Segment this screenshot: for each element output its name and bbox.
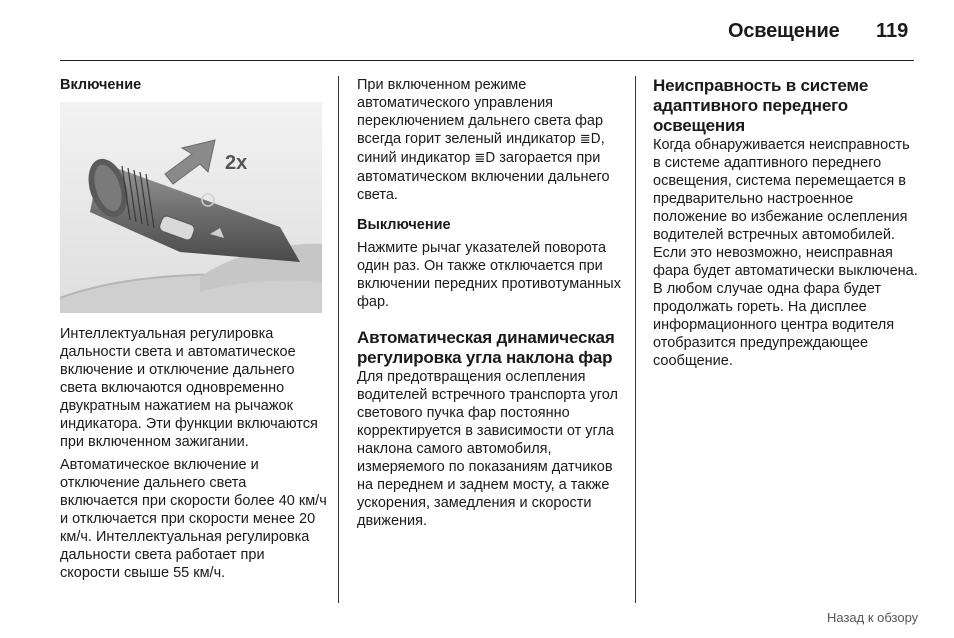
subheading-switch-on: Включение xyxy=(60,77,142,93)
header-divider xyxy=(60,60,914,61)
back-to-overview-link[interactable]: Назад к обзору xyxy=(827,610,919,625)
paragraph-indicators: При включенном режиме автоматического управления переключением дальнего света фар всегда горит зеленый индикатор ≣D, синий индикатор ≣D загорается при автоматическом включении дальнего света. xyxy=(357,77,610,203)
stalk-illustration xyxy=(60,102,322,313)
stalk-figure xyxy=(60,102,322,313)
section-title-afl-fault: Неисправность в системе адаптивного переднего освещения xyxy=(653,76,869,135)
paragraph-auto-high-beam: Автоматическое включение и отключение дальнего света включается при скорости более 40 км/ч и отключается при скорости менее 20 км/ч. Интеллектуальная регулировка дальности света работает при скорости свыше 55 км/ч. xyxy=(60,457,327,581)
figure-label-2x: 2x xyxy=(225,152,248,174)
column-1 xyxy=(60,76,328,587)
column-divider-1 xyxy=(338,76,339,603)
page-title: Освещение xyxy=(728,20,840,42)
paragraph-dynamic-leveling: Для предотвращения ослепления водителей встречного транспорта угол светового пучка фар постоянно корректируется в зависимости от угла наклона самого автомобиля, измеряемого по показаниям датчиков на переднем и заднем мосту, а также ускорения, замедления и скорости движения. xyxy=(357,369,619,529)
column-3 xyxy=(653,76,921,375)
page-number: 119 xyxy=(876,20,909,42)
subheading-switch-off: Выключение xyxy=(357,217,451,233)
paragraph-afl-fault: Когда обнаруживается неисправность в системе адаптивного переднего освещения, система перемещается в предварительно настроенное положение во избежание ослепления водителей встречных автомобилей. Если это невозможно, неисправная фара будет автоматически выключена. В любом случае одна фара будет продолжать гореть. На дисплее информационного центра водителя отобразится предупреждающее сообщение. xyxy=(653,137,918,369)
column-divider-2 xyxy=(635,76,636,603)
section-title-dynamic-leveling: Автоматическая динамическая регулировка угла наклона фар xyxy=(357,328,615,367)
column-2 xyxy=(357,76,625,535)
high-beam-indicator-icon: ≣D xyxy=(579,132,601,147)
paragraph-switch-off: Нажмите рычаг указателей поворота один раз. Он также отключается при включении передних противотуманных фар. xyxy=(357,240,621,310)
paragraph-intelligent-light: Интеллектуальная регулировка дальности света и автоматическое включение и отключение дальнего света включаются одновременно двукратным нажатием на рычажок индикатора. Эти функции включаются при включенном зажигании. xyxy=(60,326,318,450)
high-beam-blue-indicator-icon: ≣D xyxy=(474,151,496,166)
